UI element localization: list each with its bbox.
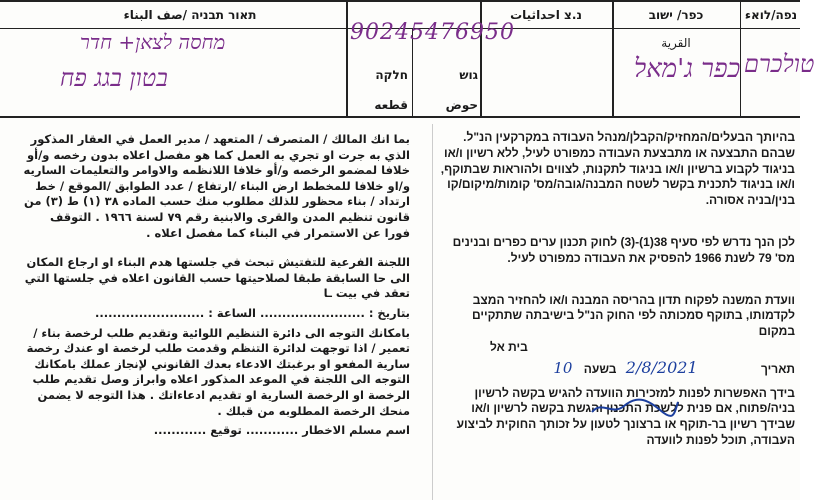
hebrew-paragraph-3: וועדת המשנה לפקוח תדון בהריסה המבנה ו/או להחזיר המצב לקדמותו, בתוקף סמכותה לפי החוק הנ"ל בישיבתה שתתקיים במקום: [471, 292, 795, 339]
hebrew-date-line: [440, 357, 795, 378]
handwritten-district: טולכרם: [744, 50, 814, 78]
hawd-label: حوض: [445, 98, 478, 112]
arabic-paragraph-1: بما انك المالك / المتصرف / المتعهد / مدير العمل في العقار المذكور الذي به جرت او تجري به العمل كما هو مفصل اعلاه بدون رخصه و/أو خلافا لمضمو الرخصه و/أو خلافا اللانظمه والاوامر والتعليمات الساريه و/او خلافا للمخطط ارض البناء /ارتفاع / عدد الطوابق /الموقع / خط ارتداد / بناء محظور للذلك مطلوب منك حسب الماده ٣٨ (١) ط (٣) من قانون تنظيم المدن والقرى والابنية رقم ٧٩ لسنة ١٩٦٦ . التوقف فورا عن الاستمرار في البناء كما مفصل اعلاه .: [23, 132, 410, 240]
handwritten-coordinates: 90245476950: [350, 20, 515, 45]
handwritten-date: 2/8/2021: [625, 357, 698, 377]
column-divider: [432, 124, 433, 500]
handwritten-village: כפר ג'מאל: [634, 54, 741, 84]
arabic-receiver-line: اسم مسلم الاخطار ............ توقيع ............: [153, 423, 410, 438]
arabic-date-line: بتاريخ : ........................ الساعة : .........................: [95, 305, 410, 320]
inspector-signature: [590, 396, 680, 423]
hebrew-paragraph-1: בהיותך הבעלים/המחזיק/הקבלן/מנהל העבודה במקרקעין הנ"ל. שבהם התבצעה או מתבצעת העבודה כמפורט לעיל, ללא רשיון ו/או בניגוד לקבוע ברשיון ו/או בניגוד לתקנות, לצווים ולהוראות שבתוקף, ו/או בניגוד לתכנית בקשר לשטח המבנה/גובה/מס' קומות/מיקום/קו בנין/בניה אסורה.: [440, 130, 795, 208]
hebrew-meeting-line: [440, 340, 795, 356]
header-table: [0, 0, 814, 118]
handwritten-description-2: בטון בגג פח: [60, 64, 168, 92]
coords-label: נ.צ احداثيات: [510, 8, 582, 22]
parcel-label: חלקה: [375, 68, 408, 82]
qita-label: قطعه: [374, 98, 408, 112]
handwritten-description-1: מחסה לצאן+ חדר: [80, 30, 226, 54]
village-label: כפר/ ישוב: [648, 8, 704, 22]
hebrew-place: בית אל: [490, 339, 528, 354]
hebrew-paragraph-4: בידך האפשרות לפנות למזכירות הוועדה להגיש בקשה לרשיון בניה/פתוח, אם פנית ללשכת התכנון והגשת בקשה לרשיון ו/או שבידך רשיון בר-תוקף או ברצונך לטעון על זכותך החוקית לביצוע העבודה, תוכל לפנות לוועדה: [456, 385, 795, 447]
village-label-ar: القرية: [661, 36, 691, 50]
block-label: גוש: [459, 68, 478, 82]
arabic-paragraph-2: اللجنة الفرعية للتفتيش تبحث في جلستها هدم البناء او ارجاع المكان الى حا السابقة طبقا لصلاحيتها حسب القانون اعلاه في جلستها التي تعقد في بيت ـا: [24, 255, 410, 301]
description-label: תאור תבניה /صف البناء: [123, 8, 257, 22]
hebrew-date-label: תאריך: [760, 361, 795, 376]
handwritten-time: 10: [553, 358, 573, 377]
arabic-paragraph-3: بامكانك التوجه الى دائرة التنظيم اللوائية وتقديم طلب لرخصة بناء / تعمير / اذا توجهت لدائرة التنظم وقدمت طلب لرخصة او عندك رخصة سارية المفعو او برغبتك الادعاء بعدك القانوني لإنجاز عملك بامكانك التوجه الى اللجنة في الموعد المذكور اعلاه وابراز وصل تقديم طلب الرخصة او الرخصة السارية او تقديم ادعاءاتك . هذا التوجه لا يضمن منحك الرخصة المطلوبه من قبلك .: [26, 325, 410, 418]
district-label: נפה/לואء: [744, 8, 798, 22]
hebrew-time-label: בשעה: [583, 361, 617, 376]
arabic-notice: [22, 132, 410, 453]
hebrew-paragraph-2: לכן הנך נדרש לפי סעיף 38(1)-(3) לחוק תכנון ערים כפרים ובנינים מס' 79 לשנת 1966 להפסיק את העבודה כמפורט לעיל.: [452, 234, 795, 265]
